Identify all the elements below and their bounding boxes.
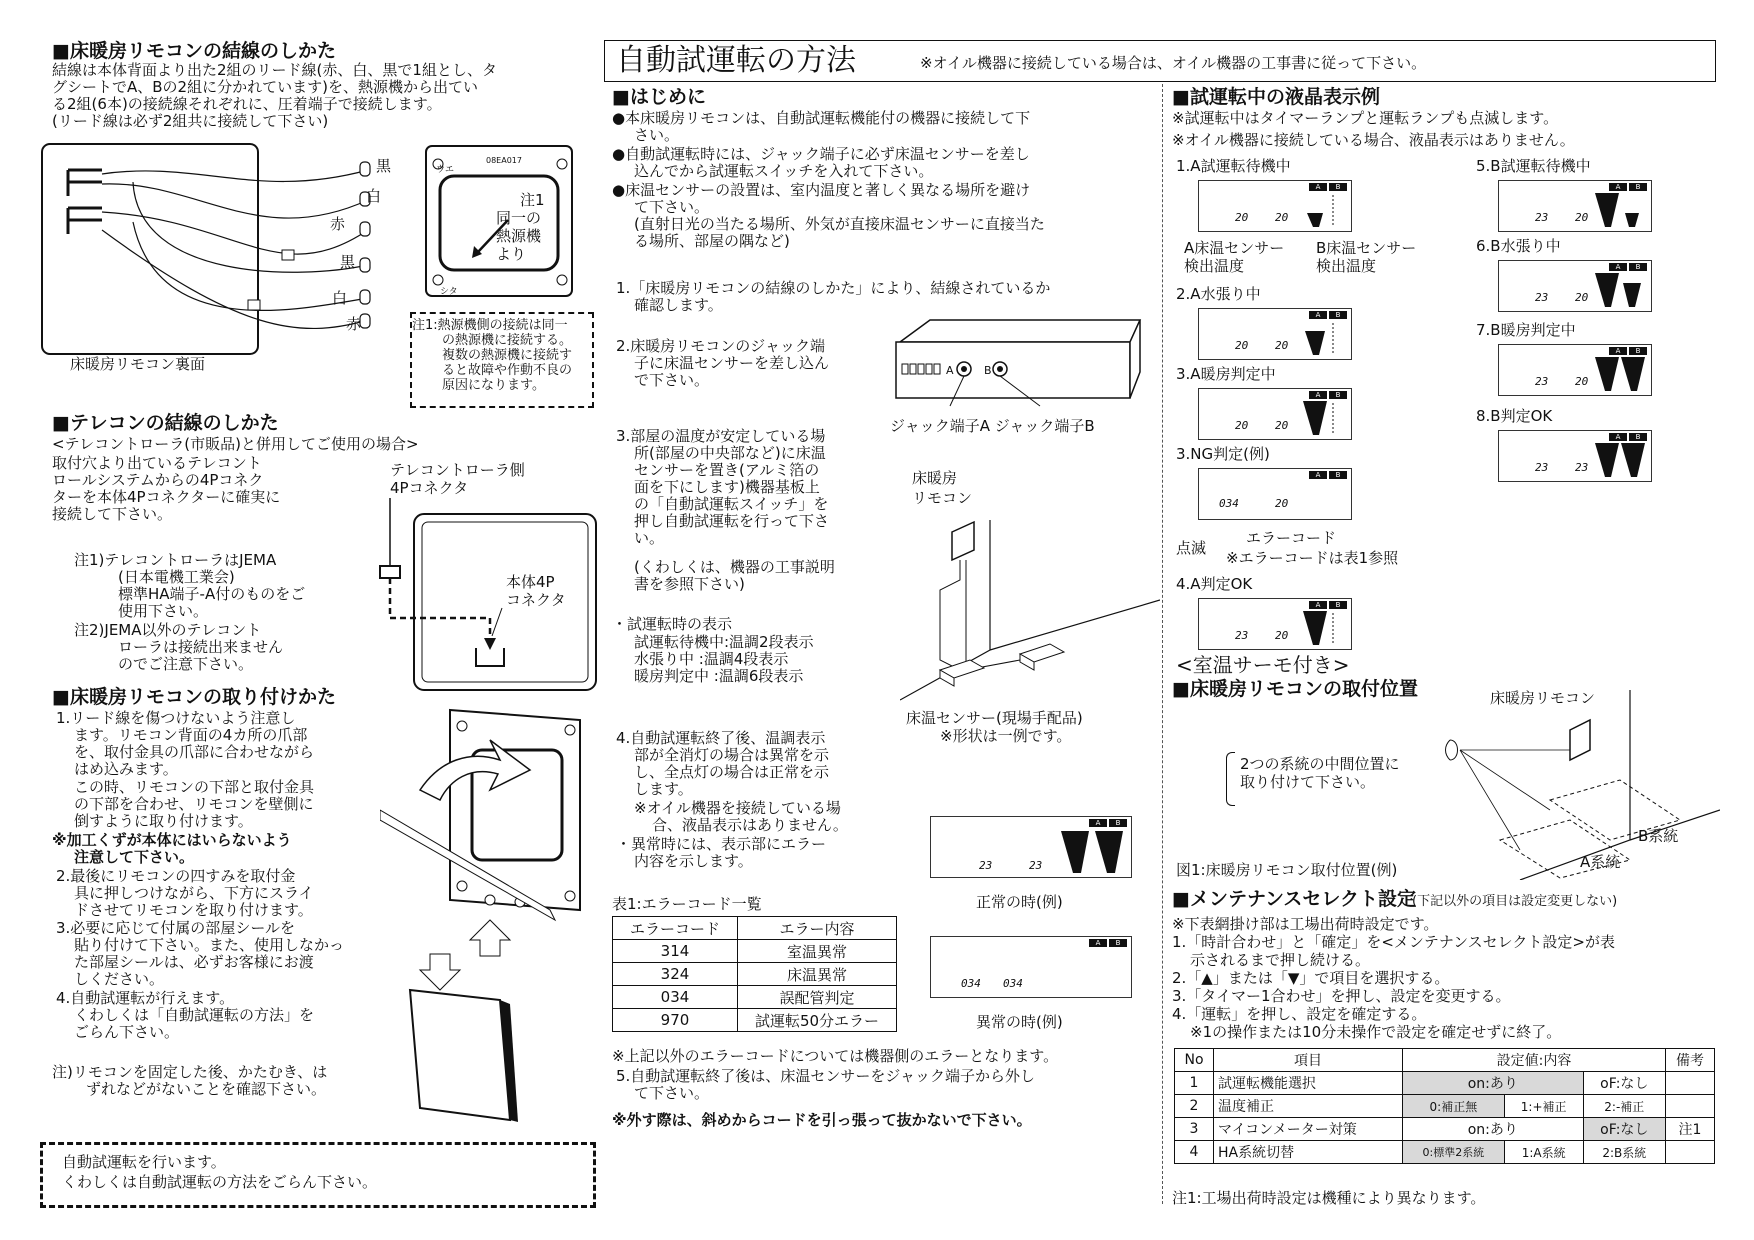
same-source-1: 同一の (496, 209, 542, 227)
maint-value-3: 2:-補正 (1583, 1095, 1665, 1118)
lcd-label-4: 3.NG判定(例) (1176, 445, 1270, 463)
maint-value-3: 2:B系統 (1583, 1141, 1665, 1164)
mount-note-2: ずれなどがないことを確認下さい。 (86, 1080, 327, 1098)
wire-label-black-a: 黒 (376, 157, 392, 175)
mount-text-6: の下部を合わせ、リモコンを壁側に (74, 795, 314, 813)
lcd-9-num-a: 23 (1535, 461, 1549, 474)
table-row (613, 940, 897, 963)
error-desc: 誤配管判定 (738, 986, 897, 1009)
mount-warn-2: 注意して下さい。 (74, 848, 195, 866)
maint-header-note: 備考 (1666, 1049, 1715, 1072)
sensor-label-1: 床温センサー(現場手配品) (906, 709, 1083, 727)
note1-line-4: ると故障や作動不良の (442, 363, 573, 378)
normal-label: 正常の時(例) (976, 893, 1063, 911)
maint-note (1666, 1072, 1715, 1095)
error-desc: 室温異常 (738, 940, 897, 963)
fig1-caption: 図1:床暖房リモコン取付位置(例) (1176, 861, 1398, 879)
maint-header-no: No (1175, 1049, 1214, 1072)
lcd-6-bars (1595, 191, 1647, 229)
step4-7: ・異常時には、表示部にエラー (616, 835, 827, 853)
abnormal-label: 異常の時(例) (976, 1013, 1063, 1031)
table-row (613, 1009, 897, 1032)
table-row (613, 986, 897, 1009)
telecon-text-1: 取付穴より出ているテレコント (52, 454, 262, 472)
auto-test-box-line-2: くわしくは自動試運転の方法をごらん下さい。 (62, 1173, 378, 1191)
wire-label-red-a: 赤 (330, 215, 346, 233)
lcd-8-bars (1595, 355, 1647, 393)
step4-6: 合、液晶表示はありません。 (652, 816, 848, 834)
position-title: ■床暖房リモコンの取付位置 (1172, 678, 1418, 700)
maint-text-4: 2.「▲」または「▼」で項目を選択する。 (1172, 969, 1450, 987)
display-row-3: 暖房判定中 :温調6段表示 (634, 667, 804, 685)
lcd-title: ■試運転中の液晶表示例 (1172, 86, 1380, 108)
wiring-text-2: グシートでA、Bの2組に分かれています)を、熱源機から出てい (52, 78, 478, 96)
intro-1: ●本床暖房リモコンは、自動試運転機能付の機器に接続して下 (612, 109, 1031, 127)
mount-text-16: くわしくは「自動試運転の方法」を (74, 1006, 315, 1024)
lcd-5-bars (1303, 609, 1347, 647)
maint-title: ■メンテナンスセレクト設定 (1172, 888, 1417, 910)
intro-6: て下さい。 (634, 198, 710, 216)
wiring-text-3: る2組(6本)の接続線それぞれに、圧着端子で接続します。 (52, 95, 442, 113)
note1-line-5: 原因になります。 (442, 378, 545, 393)
lcd-normal-num-2: 23 (1029, 859, 1043, 872)
telecon-note-1: 注1)テレコントローラはJEMA (74, 551, 277, 569)
blink-label: 点滅 (1176, 539, 1207, 557)
step3-4: 面を下にします)機器基板上 (634, 478, 820, 496)
lcd-4-num-b: 20 (1275, 497, 1289, 510)
telecon-text-2: ロールシステムからの4Pコネク (52, 471, 264, 489)
unit-label-top: ウエ (436, 165, 455, 175)
step5-2: て下さい。 (634, 1084, 710, 1102)
step2-1: 2.床暖房リモコンのジャック端 (616, 337, 826, 355)
telecon-note-6: ローラは接続出来ません (118, 638, 284, 656)
step4-2: 部が全消灯の場合は異常を示 (634, 746, 830, 764)
lcd-example-2: A B 20 20 (1198, 308, 1352, 360)
unit-label-bottom: シタ (440, 287, 458, 297)
mount-text-9: 具に押しつけながら、下方にスライ (74, 884, 314, 902)
lcd-5-num-a: 23 (1235, 629, 1249, 642)
intro-4: 込んでから試運転スイッチを入れて下さい。 (634, 162, 934, 180)
body-conn-label-1: 本体4P (506, 573, 555, 591)
note-box-label: 注1 (520, 191, 545, 209)
error-code-label: エラーコード (1246, 529, 1337, 547)
telecon-note-5: 注2)JEMA以外のテレコント (74, 621, 262, 639)
sensor-a-1: A床温センサー (1184, 239, 1285, 257)
mount-text-14: しください。 (74, 970, 165, 988)
step3-6: 押し自動試運転を行って下さ (634, 512, 830, 530)
lcd-1-bars (1303, 191, 1347, 229)
mount-note-1: 注)リモコンを固定した後、かたむき、は (52, 1063, 328, 1081)
maint-value-1: on:あり (1403, 1118, 1584, 1141)
telecon-note-3: 標準HA端子-A付のものをご (118, 585, 306, 603)
telecon-note-4: 使用下さい。 (118, 602, 209, 620)
lcd-normal-bars (1059, 829, 1127, 875)
step5-1: 5.自動試運転終了後は、床温センサーをジャック端子から外し (616, 1067, 1036, 1085)
room-thermo: <室温サーモ付き> (1176, 653, 1350, 677)
intro-3: ●自動試運転時には、ジャック端子に必ず床温センサーを差し (612, 145, 1030, 163)
lcd-7-num-a: 23 (1535, 291, 1549, 304)
maint-item: 試運転機能選択 (1214, 1072, 1403, 1095)
maint-value-2: 1:A系統 (1504, 1141, 1583, 1164)
lcd-example-7: A B 23 20 (1498, 260, 1652, 312)
lcd-7-num-b: 20 (1575, 291, 1589, 304)
error-table-header-code: エラーコード (613, 917, 738, 940)
lcd-label-2: 2.A水張り中 (1176, 285, 1261, 303)
lcd-2-num-a: 20 (1235, 339, 1249, 352)
lcd-3-num-a: 20 (1235, 419, 1249, 432)
sensor-label-2: ※形状は一例です。 (940, 727, 1072, 745)
error-table (612, 916, 897, 1032)
lcd-example-1: A B 20 20 (1198, 180, 1352, 232)
maint-header-item: 項目 (1214, 1049, 1403, 1072)
maint-text-2: 1.「時計合わせ」と「確定」を<メンテナンスセレクト設定>が表 (1172, 933, 1615, 951)
maint-value-2: 1:+補正 (1504, 1095, 1583, 1118)
maint-text-6: 4.「運転」を押し、設定を確定する。 (1172, 1005, 1427, 1023)
maint-header-value: 設定値:内容 (1403, 1049, 1666, 1072)
position-text-2: 取り付けて下さい。 (1240, 773, 1376, 791)
table-row (1175, 1095, 1715, 1118)
room-illustration (900, 520, 1160, 710)
jack-diagram (890, 312, 1150, 408)
back-label: 床暖房リモコン裏面 (70, 355, 206, 373)
lcd-label-7: 6.B水張り中 (1476, 237, 1561, 255)
note1-line-1: 注1:熱源機側の接続は同一 (412, 318, 568, 333)
body-conn-label-2: コネクタ (506, 591, 566, 609)
step2-2: 子に床温センサーを差し込ん (634, 354, 830, 372)
maint-text-5: 3.「タイマー1合わせ」を押し、設定を変更する。 (1172, 987, 1511, 1005)
jack-letter-b: B (984, 364, 992, 377)
mount-title: ■床暖房リモコンの取り付けかた (52, 686, 336, 708)
same-source-3: より (496, 245, 527, 263)
intro-5: ●床温センサーの設置は、室内温度と著しく異なる場所を避け (612, 181, 1031, 199)
intro-2: さい。 (634, 126, 680, 144)
step3-8: (くわしくは、機器の工事説明 (634, 558, 835, 576)
maint-title-note: (下記以外の項目は設定変更しない) (1412, 894, 1618, 909)
telecon-text-3: ターを本体4Pコネクターに確実に (52, 488, 281, 506)
maint-value-2: oF:なし (1583, 1118, 1665, 1141)
maint-no: 3 (1175, 1118, 1214, 1141)
error-code: 970 (613, 1009, 738, 1032)
maint-text-1: ※下表網掛け部は工場出荷時設定です。 (1172, 915, 1439, 933)
step4-8: 内容を示します。 (634, 852, 753, 870)
note1-line-3: 複数の熱源機に接続す (442, 348, 573, 363)
error-ref-label: ※エラーコードは表1参照 (1226, 549, 1399, 567)
mount-text-7: 倒すように取り付けます。 (74, 812, 253, 830)
maint-footnote: 注1:工場出荷時設定は機種により異なります。 (1172, 1189, 1486, 1207)
step1-2: 確認します。 (634, 296, 723, 314)
step1-1: 1.「床暖房リモコンの結線のしかた」により、結線されているか (616, 279, 1051, 297)
maint-no: 4 (1175, 1141, 1214, 1164)
mount-text-4: はめ込みます。 (74, 760, 178, 778)
telecon-sub: <テレコントローラ(市販品)と併用してご使用の場合> (52, 435, 419, 453)
telecon-text-4: 接続して下さい。 (52, 505, 173, 523)
wiring-title: ■床暖房リモコンの結線のしかた (52, 40, 336, 62)
lcd-9-bars (1595, 441, 1647, 479)
lcd-label-8: 7.B暖房判定中 (1476, 321, 1576, 339)
mount-text-2: ます。リモコン背面の4カ所の爪部 (74, 726, 308, 744)
lcd-example-3: A B 20 20 (1198, 388, 1352, 440)
error-code: 034 (613, 986, 738, 1009)
mount-text-15: 4.自動試運転が行えます。 (56, 989, 235, 1007)
step4-3: し、全点灯の場合は正常を示 (634, 763, 830, 781)
lcd-normal-num-1: 23 (979, 859, 993, 872)
error-desc: 試運転50分エラー (738, 1009, 897, 1032)
step2-3: で下さい。 (634, 371, 710, 389)
position-text-1: 2つの系統の中間位置に (1240, 755, 1400, 773)
lcd-9-num-b: 23 (1575, 461, 1589, 474)
mount-text-13: た部屋シールは、必ずお客様にお渡 (74, 953, 314, 971)
wire-label-white-b: 白 (332, 289, 348, 307)
lcd-abnormal-num-1: 034 (961, 977, 981, 990)
maint-item: マイコンメーター対策 (1214, 1118, 1403, 1141)
error-code: 314 (613, 940, 738, 963)
maint-value-1: 0:標準2系統 (1403, 1141, 1505, 1164)
maint-text-3: 示されるまで押し続ける。 (1190, 951, 1371, 969)
intro-7: (直射日光の当たる場所、外気が直接床温センサーに直接当た (634, 215, 1045, 233)
telecon-conn-label-1: テレコントローラ側 (390, 461, 525, 479)
telecon-note-7: のでご注意下さい。 (118, 655, 254, 673)
b-system-label: B系統 (1638, 827, 1679, 845)
auto-test-box-line-1: 自動試運転を行います。 (62, 1153, 226, 1171)
maint-note (1666, 1141, 1715, 1164)
lcd-8-num-a: 23 (1535, 375, 1549, 388)
lcd-5-num-b: 20 (1275, 629, 1289, 642)
title-note: ※オイル機器に接続している場合は、オイル機器の工事書に従って下さい。 (920, 54, 1427, 72)
intro-8: る場所、部屋の隅など) (634, 232, 790, 250)
step5-warn: ※外す際は、斜めからコードを引っ張って抜かないで下さい。 (612, 1111, 1032, 1129)
page-title: 自動試運転の方法 (616, 43, 856, 78)
lcd-8-num-b: 20 (1575, 375, 1589, 388)
maint-text-7: ※1の操作または10分未操作で設定を確定せずに終了。 (1190, 1023, 1562, 1041)
error-desc: 床温異常 (738, 963, 897, 986)
table-row (1175, 1118, 1715, 1141)
mount-text-17: ごらん下さい。 (74, 1023, 180, 1041)
lcd-1-num-b: 20 (1275, 211, 1289, 224)
lcd-3-bars (1303, 399, 1347, 437)
lcd-label-3: 3.A暖房判定中 (1176, 365, 1276, 383)
maint-value-1: on:あり (1403, 1072, 1584, 1095)
error-table-title: 表1:エラーコード一覧 (612, 895, 762, 913)
lcd-label-1: 1.A試運転待機中 (1176, 157, 1291, 175)
lcd-example-5: A B 23 20 (1198, 598, 1352, 650)
lcd-6-num-b: 20 (1575, 211, 1589, 224)
jack-labels: ジャック端子A ジャック端子B (890, 417, 1095, 435)
telecon-conn-label-2: 4Pコネクタ (390, 479, 469, 497)
mount-text-10: ドさせてリモコンを取り付けます。 (74, 901, 313, 919)
telecon-diagram (372, 498, 602, 698)
maint-table (1174, 1048, 1715, 1164)
lcd-label-9: 8.B判定OK (1476, 407, 1553, 425)
wire-label-white-a: 白 (366, 187, 382, 205)
lcd-label-6: 5.B試運転待機中 (1476, 157, 1591, 175)
step3-9: 書を参照下さい) (634, 575, 745, 593)
remote-label-2: リモコン (912, 489, 973, 507)
lcd-2-num-b: 20 (1275, 339, 1289, 352)
remote-label-1: 床暖房 (912, 469, 958, 487)
telecon-note-2: (日本電機工業会) (118, 568, 235, 586)
display-title: ・試運転時の表示 (612, 615, 733, 633)
sensor-b-1: B床温センサー (1316, 239, 1417, 257)
table-row (613, 963, 897, 986)
lcd-2-bars (1303, 319, 1347, 357)
step4-4: します。 (634, 780, 693, 798)
wire-label-black-b: 黒 (340, 253, 356, 271)
step3-3: センサーを置き(アルミ箔の (634, 461, 820, 479)
maint-note: 注1 (1666, 1118, 1715, 1141)
wiring-text-4: (リード線は必ず2組共に接続して下さい) (52, 112, 329, 130)
lcd-6-num-a: 23 (1535, 211, 1549, 224)
lcd-3-num-b: 20 (1275, 419, 1289, 432)
step3-7: い。 (634, 529, 665, 547)
sensor-a-2: 検出温度 (1184, 257, 1245, 275)
maint-item: HA系統切替 (1214, 1141, 1403, 1164)
table-row (1175, 1141, 1715, 1164)
lcd-normal: A B 23 23 (930, 816, 1132, 878)
lcd-abnormal: A B 034 034 (930, 936, 1132, 998)
lcd-4-num-a: 034 (1219, 497, 1239, 510)
display-row-2: 水張り中 :温調4段表示 (634, 650, 789, 668)
intro-title: ■はじめに (612, 86, 706, 108)
jack-letter-a: A (946, 364, 954, 377)
mount-text-1: 1.リード線を傷つけないよう注意し (56, 709, 296, 727)
step4-1: 4.自動試運転終了後、温調表示 (616, 729, 826, 747)
mount-text-11: 3.必要に応じて付属の部屋シールを (56, 919, 296, 937)
lcd-example-4: A B 034 20 (1198, 468, 1352, 520)
mount-warn-1: ※加工くずが本体にはいらないよう (52, 831, 292, 849)
lcd-1-num-a: 20 (1235, 211, 1249, 224)
mount-illustration (380, 700, 590, 1130)
maint-value-2: oF:なし (1583, 1072, 1665, 1095)
same-source-2: 熱源機 (496, 227, 542, 245)
maint-note (1666, 1095, 1715, 1118)
mount-text-12: 貼り付けて下さい。また、使用しなかっ (74, 936, 345, 954)
position-remote-label: 床暖房リモコン (1490, 689, 1596, 707)
position-bracket (1226, 752, 1235, 806)
error-table-header-desc: エラー内容 (738, 917, 897, 940)
a-system-label: A系統 (1580, 853, 1621, 871)
step3-5: の「自動試運転スイッチ」を (634, 495, 829, 513)
column-divider (1162, 84, 1163, 1204)
lcd-example-9: A B 23 23 (1498, 430, 1652, 482)
mount-text-3: を、取付金具の爪部に合わせながら (74, 743, 315, 761)
lcd-7-bars (1595, 271, 1647, 309)
mount-text-8: 2.最後にリモコンの四すみを取付金 (56, 867, 296, 885)
lcd-abnormal-num-2: 034 (1003, 977, 1023, 990)
lcd-example-6: A B 23 20 (1498, 180, 1652, 232)
error-code: 324 (613, 963, 738, 986)
maint-no: 1 (1175, 1072, 1214, 1095)
maint-no: 2 (1175, 1095, 1214, 1118)
sensor-b-2: 検出温度 (1316, 257, 1377, 275)
step4-5: ※オイル機器を接続している場 (634, 799, 841, 817)
note1-line-2: の熱源機に接続する。 (442, 333, 573, 348)
wiring-text-1: 結線は本体背面より出た2組のリード線(赤、白、黒で1組とし、タ (52, 61, 497, 79)
mount-text-5: この時、リモコンの下部と取付金具 (74, 778, 315, 796)
lcd-note-1: ※試運転中はタイマーランプと運転ランプも点滅します。 (1172, 109, 1559, 127)
table-note: ※上記以外のエラーコードについては機器側のエラーとなります。 (612, 1047, 1059, 1065)
telecon-title: ■テレコンの結線のしかた (52, 412, 279, 434)
display-row-1: 試運転待機中:温調2段表示 (634, 633, 814, 651)
wire-label-red-b: 赤 (346, 315, 362, 333)
table-row (1175, 1072, 1715, 1095)
maint-value-1: 0:補正無 (1403, 1095, 1505, 1118)
lcd-note-2: ※オイル機器に接続している場合、液晶表示はありません。 (1172, 131, 1575, 149)
lcd-label-5: 4.A判定OK (1176, 575, 1253, 593)
lcd-example-8: A B 23 20 (1498, 344, 1652, 396)
unit-model: 08EA017 (486, 156, 522, 165)
step3-2: 所(部屋の中央部など)に床温 (634, 444, 826, 462)
maint-item: 温度補正 (1214, 1095, 1403, 1118)
step3-1: 3.部屋の温度が安定している場 (616, 427, 826, 445)
